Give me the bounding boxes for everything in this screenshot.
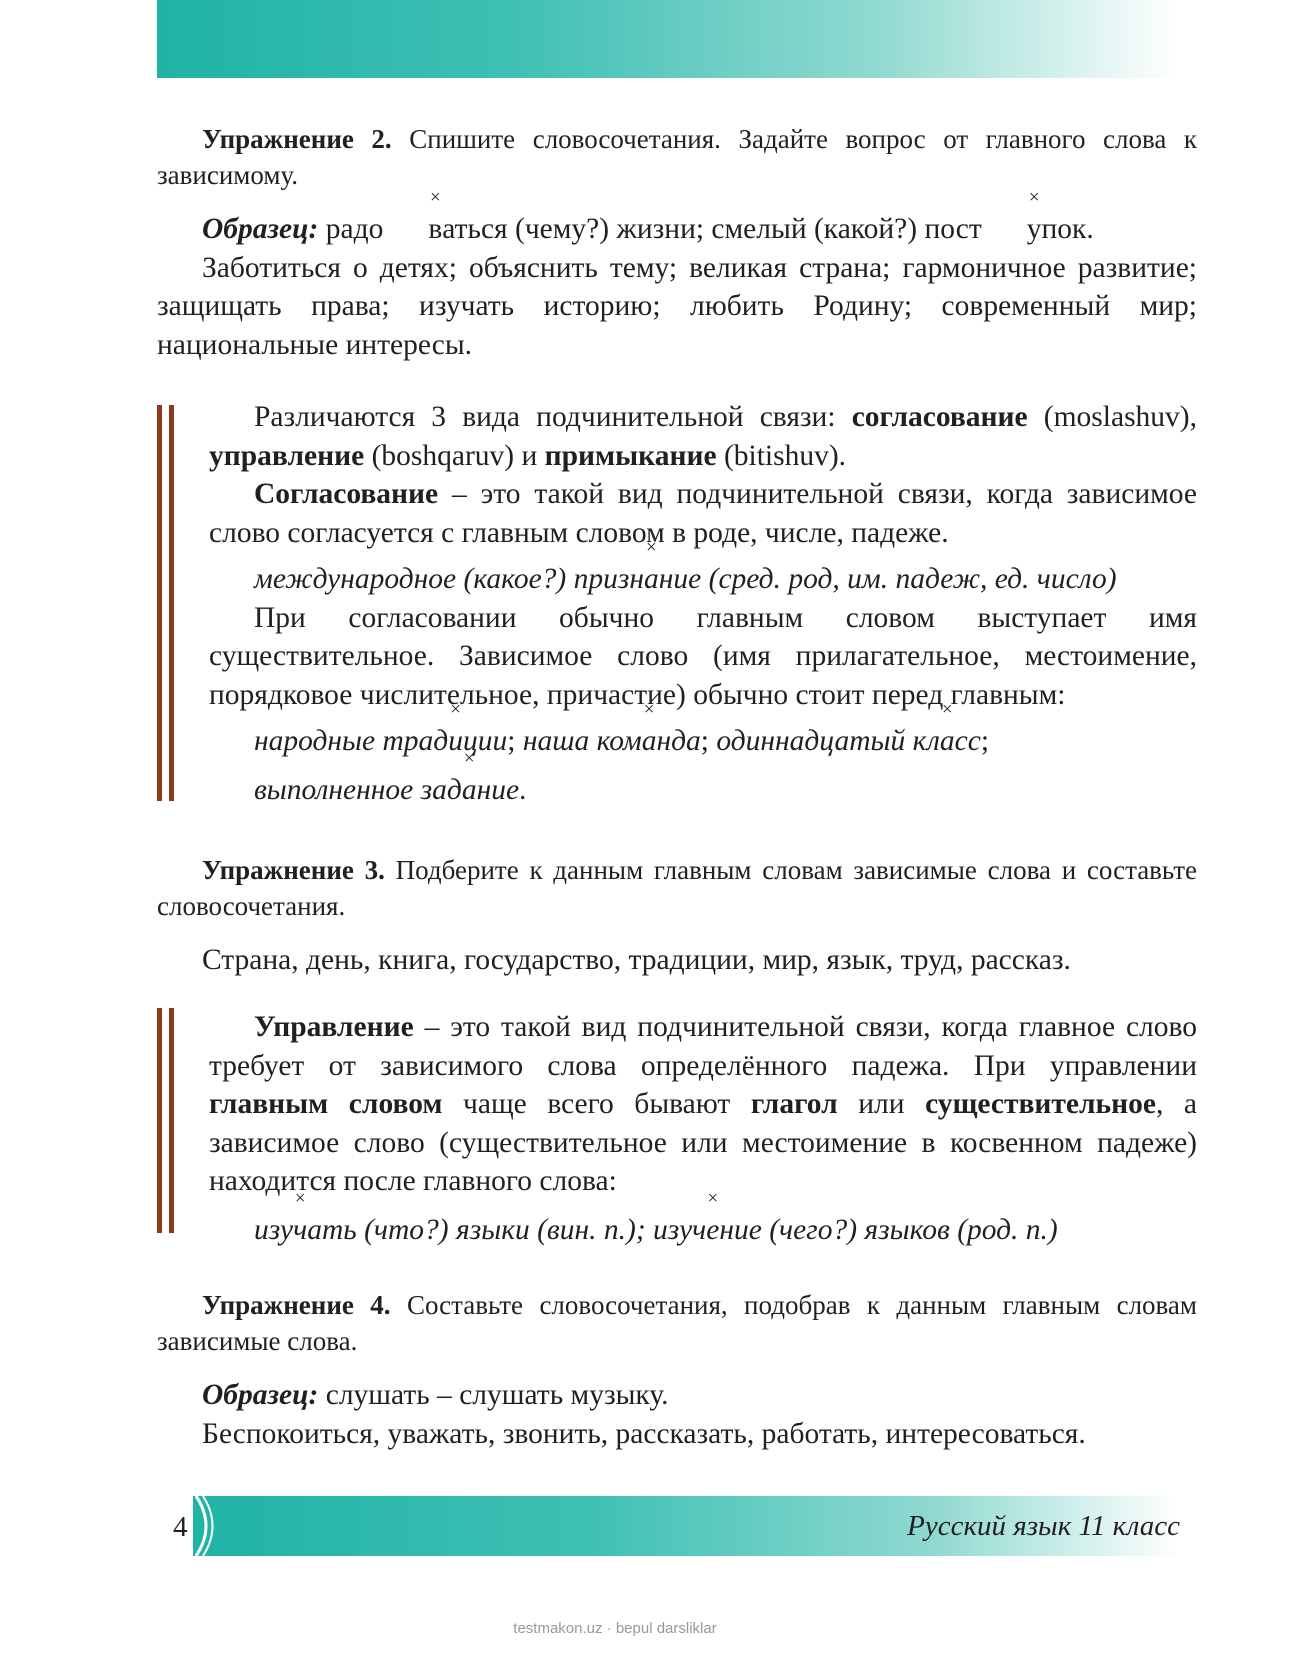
exercise-3-words: Страна, день, книга, государство, традиции, мир, язык, труд, рассказ. xyxy=(202,944,1071,976)
exercise-4-sample: Образец: слушать – слушать музыку. xyxy=(202,1379,669,1411)
exercise-3-task: Упражнение 3. Подберите к данным главным словам зависимые слова и составьте словосочетания. xyxy=(157,855,1197,921)
exercise-2 xyxy=(157,121,1197,364)
watermark: testmakon.uz · bepul darsliklar xyxy=(513,1620,717,1637)
exercise-2-words: Заботиться о детях; объяснить тему; великая страна; гармоничное развитие; защищать права; изучать историю; любить Родину; современный мир; национальные интересы. xyxy=(157,251,1197,361)
example-government: изу× чать (что?) языки (вин. п.); изуч× ение (чего?) языков (род. п.) xyxy=(209,1211,1197,1250)
exercise-4-words: Беспокоиться, уважать, звонить, рассказать, работать, интересоваться. xyxy=(202,1417,1086,1450)
exercise-3 xyxy=(157,852,1197,980)
rule-box-agreement xyxy=(209,398,1197,809)
rule-government-definition: Управление – это такой вид подчинительной связи, когда главное слово требует от зависимого слова определённого падежа. При управлении главным словом чаще всего бывают глагол или существительное, а зависимое слово (существительное или местоимение в косвенном падеже) находится после главного слова: xyxy=(209,1011,1197,1197)
rule-box-government xyxy=(209,1008,1197,1249)
example-agreement: международное (какое?) призн× ание (сред. род, им. падеж, ед. число) xyxy=(209,560,1197,599)
rule-agreement-note: При согласовании обычно главным словом выступает имя существительное. Зависимое слово (имя прилагательное, местоимение, порядковое числительное, причастие) обычно стоит перед главным: xyxy=(209,601,1197,711)
example-agreement-list-2: выполненное зад× ание. xyxy=(209,771,1197,810)
exercise-4-task: Упражнение 4. Составьте словосочетания, подобрав к данным главным словам зависимые слова. xyxy=(157,1290,1197,1356)
example-agreement-list: народные трад× иции; наша ком× анда; одиннадцатый кл× асс; xyxy=(209,722,1197,761)
rule-agreement-definition: Согласование – это такой вид подчинительной связи, когда зависимое слово согласуется с главным словом в роде, числе, падеже. xyxy=(209,478,1197,549)
page-number: 4 xyxy=(173,1511,188,1543)
header-band xyxy=(157,0,1180,78)
exercise-4 xyxy=(157,1287,1197,1453)
footer-title: Русский язык 11 класс xyxy=(907,1510,1180,1542)
rule-decoration xyxy=(157,405,175,801)
rule-decoration xyxy=(157,1008,175,1233)
exercise-2-sample: Образец: радо× ваться (чему?) жизни; смелый (какой?) пост× упок. xyxy=(157,210,1197,249)
exercise-2-task: Упражнение 2. Спишите словосочетания. Задайте вопрос от главного слова к зависимому. xyxy=(157,124,1197,190)
rule-types: Различаются 3 вида подчинительной связи: согласование (moslashuv), управление (boshqaruv) и примыкание (bitishuv). xyxy=(209,401,1197,472)
